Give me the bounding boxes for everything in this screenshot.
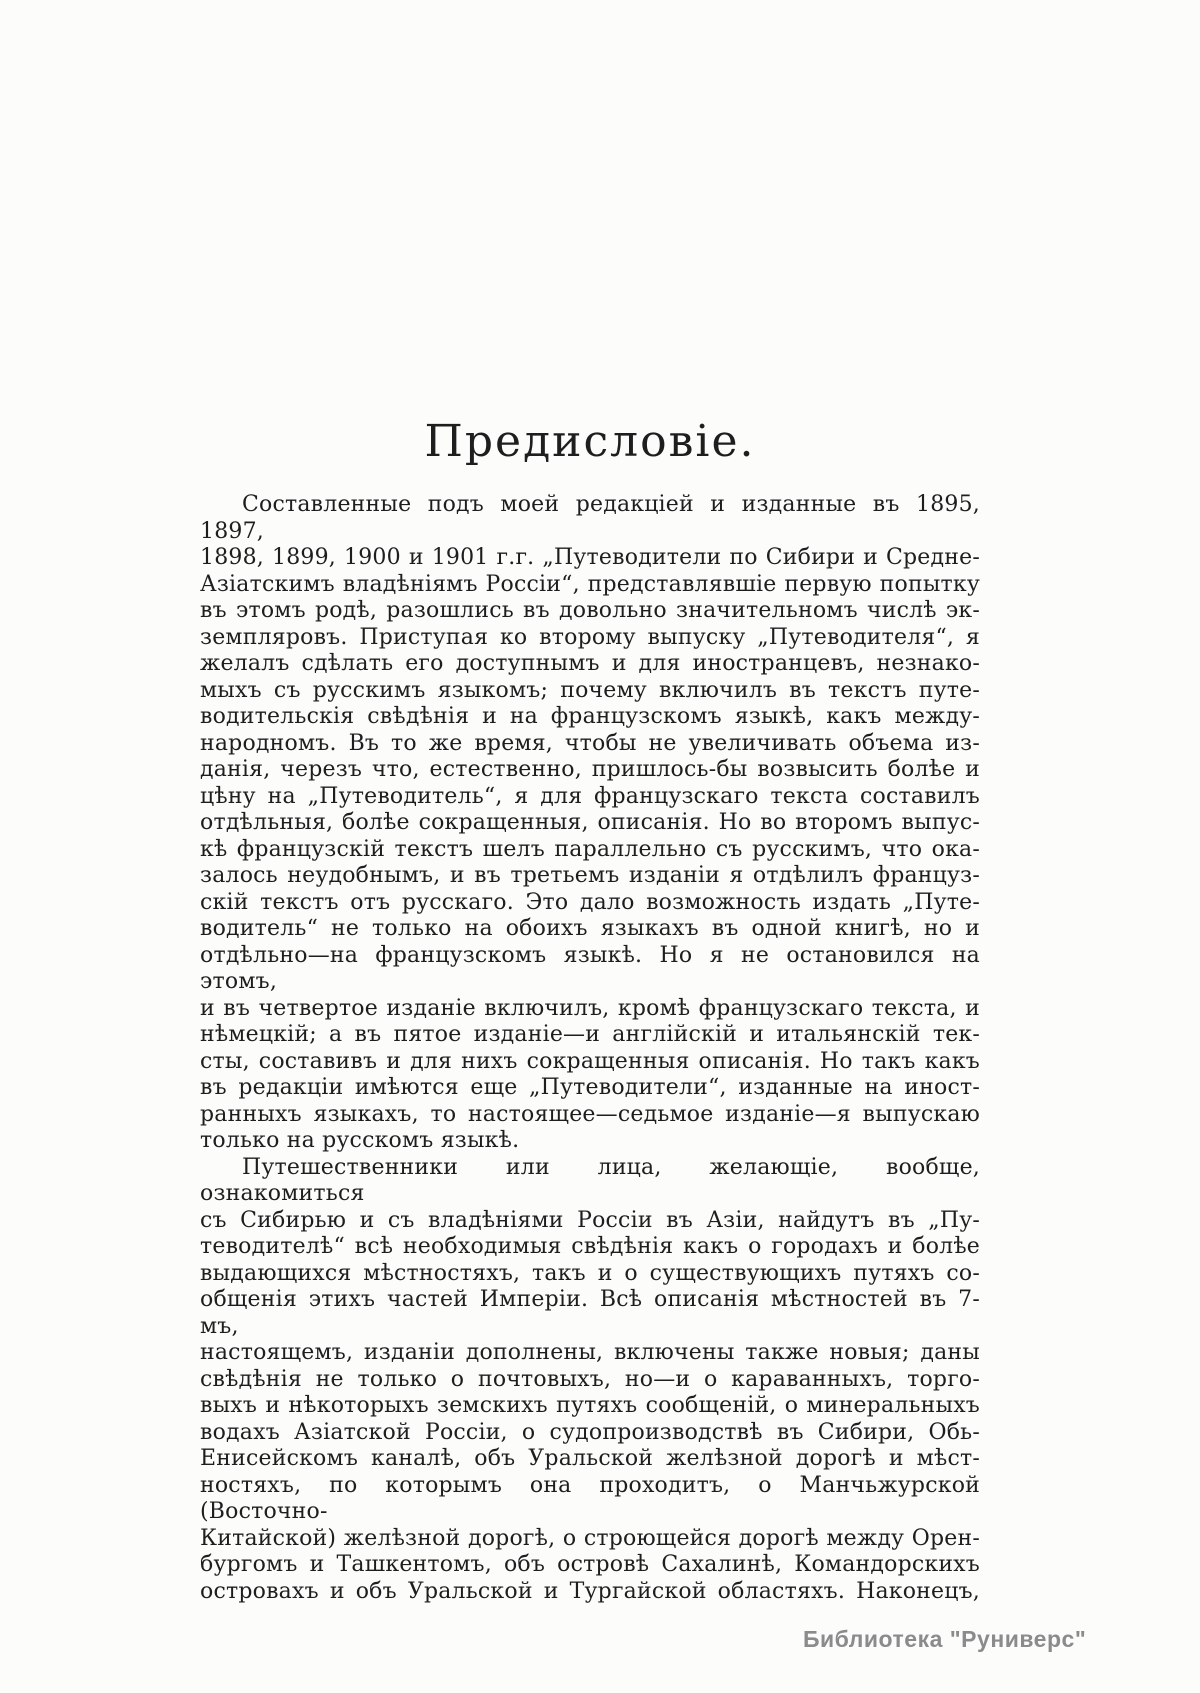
- text-line: въ этомъ родѣ, разошлись въ довольно значительномъ числѣ эк-: [200, 598, 980, 623]
- text-line: общенія этихъ частей Имперіи. Всѣ описанія мѣстностей въ 7-мъ,: [200, 1287, 980, 1339]
- text-line: ранныхъ языкахъ, то настоящее—седьмое изданіе—я выпускаю: [200, 1101, 980, 1127]
- text-line: цѣну на „Путеводитель“, я для французскаго текста составилъ: [200, 783, 980, 809]
- text-line: выхъ и нѣкоторыхъ земскихъ путяхъ сообщеній, о минеральныхъ: [200, 1393, 980, 1418]
- text-line: сты, составивъ и для нихъ сокращенныя описанія. Но такъ какъ: [200, 1048, 980, 1074]
- text-line: Китайской) желѣзной дорогѣ, о строющейся дорогѣ между Орен-: [200, 1525, 980, 1551]
- text-line: 1898, 1899, 1900 и 1901 г.г. „Путеводители по Сибири и Средне-: [200, 545, 980, 570]
- page-title: Предисловіе.: [424, 416, 756, 467]
- text-line: данія, черезъ что, естественно, пришлось-бы возвысить болѣе и: [200, 757, 980, 782]
- text-line: въ редакціи имѣются еще „Путеводители“, изданные на иност-: [200, 1075, 980, 1100]
- text-line: Енисейскомъ каналѣ, объ Уральской желѣзной дорогѣ и мѣст-: [200, 1446, 980, 1471]
- text-line: Азіатскимъ владѣніямъ Россіи“, представлявшіе первую попытку: [200, 571, 980, 597]
- text-line: только на русскомъ языкѣ.: [200, 1128, 520, 1153]
- text-line: нѣмецкій; а въ пятое изданіе—и англійскій и итальянскій тек-: [200, 1022, 980, 1047]
- text-line: настоящемъ, изданіи дополнены, включены также новыя; даны: [200, 1340, 980, 1365]
- text-line: свѣдѣнія не только о почтовыхъ, но—и о караванныхъ, торго-: [200, 1366, 980, 1392]
- text-line: мыхъ съ русскимъ языкомъ; почему включилъ въ текстъ путе-: [200, 677, 980, 703]
- text-line: земпляровъ. Приступая ко второму выпуску „Путеводителя“, я: [200, 624, 980, 650]
- text-line: съ Сибирью и съ владѣніями Россіи въ Азіи, найдутъ въ „Пу-: [200, 1207, 980, 1233]
- text-line: желалъ сдѣлать его доступнымъ и для иностранцевъ, незнако-: [200, 651, 980, 676]
- text-line: водитель“ не только на обоихъ языкахъ въ одной книгѣ, но и: [200, 916, 980, 941]
- text-line: островахъ и объ Уральской и Тургайской областяхъ. Наконецъ,: [200, 1578, 980, 1604]
- text-line: отдѣльныя, болѣе сокращенныя, описанія. Но во второмъ выпус-: [200, 810, 980, 835]
- library-watermark: Библиотека "Руниверс": [803, 1626, 1087, 1652]
- text-line: народномъ. Въ то же время, чтобы не увеличивать объема из-: [200, 730, 980, 756]
- text-line: ностяхъ, по которымъ она проходитъ, о Манчьжурской (Восточно-: [200, 1472, 980, 1524]
- text-line: бургомъ и Ташкентомъ, объ островѣ Сахалинѣ, Командорскихъ: [200, 1552, 980, 1577]
- paragraph-1: [200, 492, 980, 1155]
- paragraph-2: [200, 1155, 980, 1606]
- text-line: Составленные подъ моей редакціей и изданные въ 1895, 1897,: [200, 492, 980, 544]
- text-line: водительскія свѣдѣнія и на французскомъ языкѣ, какъ между-: [200, 704, 980, 729]
- preface-text: [200, 492, 980, 1605]
- text-line: теводителѣ“ всѣ необходимыя свѣдѣнія какъ о городахъ и болѣе: [200, 1234, 980, 1259]
- text-line: залось неудобнымъ, и въ третьемъ изданіи я отдѣлилъ француз-: [200, 863, 980, 888]
- text-line: водахъ Азіатской Россіи, о судопроизводствѣ въ Сибири, Обь-: [200, 1419, 980, 1445]
- text-line: скій текстъ отъ русскаго. Это дало возможность издать „Путе-: [200, 889, 980, 915]
- text-line: отдѣльно—на французскомъ языкѣ. Но я не остановился на этомъ,: [200, 942, 980, 994]
- text-line: и въ четвертое изданіе включилъ, кромѣ французскаго текста, и: [200, 995, 980, 1021]
- text-line: выдающихся мѣстностяхъ, такъ и о существующихъ путяхъ со-: [200, 1260, 980, 1286]
- text-line: Путешественники или лица, желающіе, вообще, ознакомиться: [200, 1154, 980, 1206]
- text-line: кѣ французскій текстъ шелъ параллельно съ русскимъ, что ока-: [200, 836, 980, 862]
